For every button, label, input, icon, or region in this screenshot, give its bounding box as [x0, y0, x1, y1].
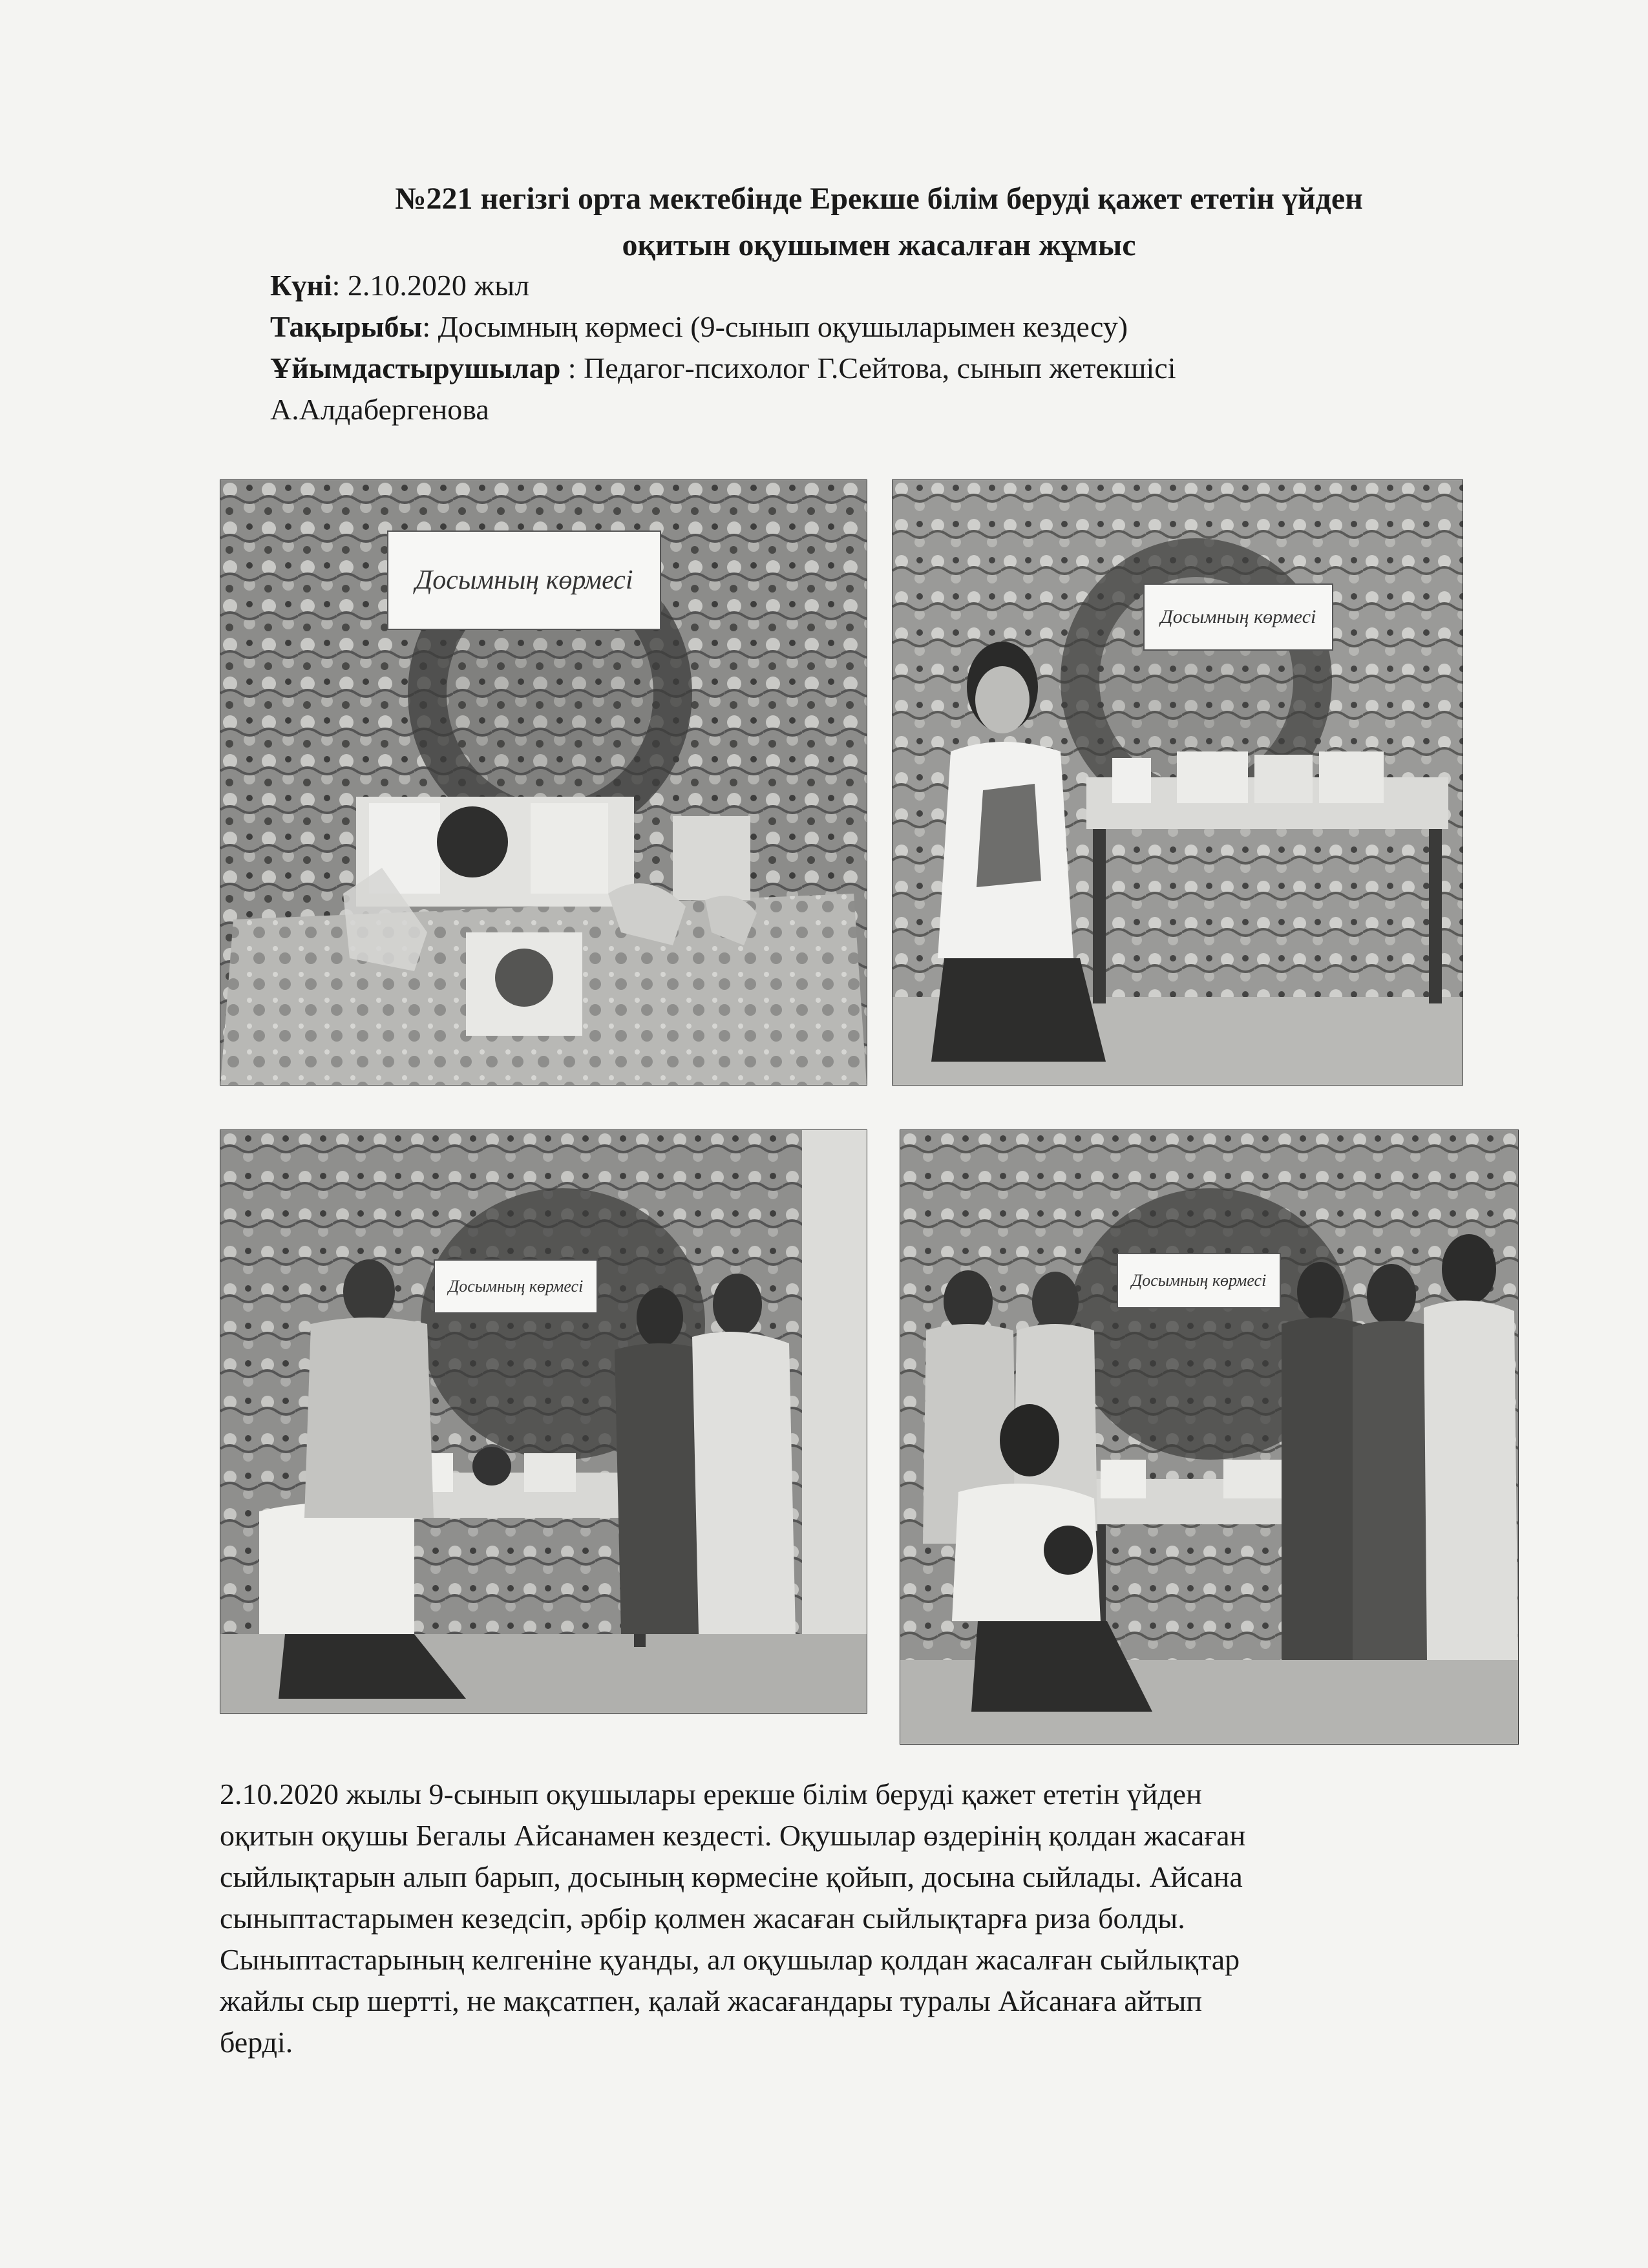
document-title	[246, 176, 1512, 269]
photo-3-image	[220, 1130, 867, 1713]
date-value: : 2.10.2020 жыл	[332, 269, 530, 302]
photo-2-sign: Досымның көрмесі	[1143, 583, 1333, 651]
photo-students-meeting	[220, 1129, 867, 1714]
topic-label: Тақырыбы	[270, 310, 423, 343]
title-line-2: оқитын оқушымен жасалған жұмыс	[622, 228, 1136, 262]
body-line: сыныптастарымен кезедсіп, әрбір қолмен жасаған сыйлықтарға риза болды.	[220, 1902, 1185, 1935]
organizers-value: : Педагог-психолог Г.Сейтова, сынып жетекшісі	[560, 352, 1176, 384]
body-line: берді.	[220, 2026, 293, 2059]
photo-3-sign: Досымның көрмесі	[434, 1259, 598, 1314]
body-paragraph	[220, 1774, 1506, 2063]
organizers-row-2	[270, 389, 1537, 430]
title-line-1: №221 негізгі орта мектебінде Ерекше білім беруді қажет ететін үйден	[395, 182, 1363, 216]
body-line: жайлы сыр шертті, не мақсатпен, қалай жасағандары туралы Айсанаға айтып	[220, 1984, 1203, 2017]
document-meta	[270, 265, 1537, 430]
body-line: Сыныптастарының келгеніне қуанды, ал оқушылар қолдан жасалған сыйлықтар	[220, 1943, 1240, 1976]
photo-4-sign: Досымның көрмесі	[1117, 1253, 1281, 1308]
organizers-value-2: А.Алдабергенова	[270, 393, 489, 426]
photo-exhibition-table	[220, 479, 867, 1086]
photo-group-with-girl	[900, 1129, 1519, 1745]
photo-2-image	[893, 480, 1463, 1085]
body-line: 2.10.2020 жылы 9-сынып оқушылары ерекше білім беруді қажет ететін үйден	[220, 1778, 1202, 1811]
photo-girl-at-table	[892, 479, 1463, 1086]
date-row	[270, 265, 1537, 306]
organizers-label: Ұйымдастырушылар	[270, 352, 561, 384]
photo-4-image	[900, 1130, 1518, 1744]
topic-row	[270, 306, 1537, 348]
photo-1-sign: Досымның көрмесі	[387, 530, 661, 630]
body-line: оқитын оқушы Бегалы Айсанамен кездесті. Оқушылар өздерінің қолдан жасаған	[220, 1819, 1246, 1852]
date-label: Күні	[270, 269, 332, 302]
topic-value: : Досымның көрмесі (9-сынып оқушыларымен кездесу)	[422, 310, 1128, 343]
body-line: сыйлықтарын алып барып, досының көрмесіне қойып, досына сыйлады. Айсана	[220, 1860, 1243, 1893]
organizers-row	[270, 348, 1537, 389]
